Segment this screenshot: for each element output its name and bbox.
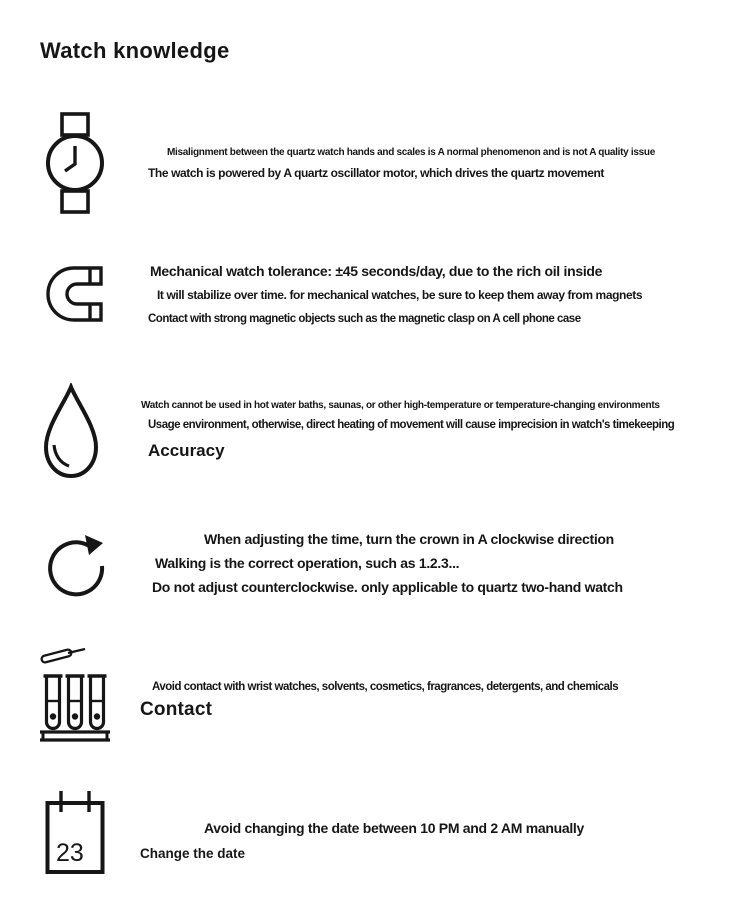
quartz-motor-note: The watch is powered by A quartz oscillator motor, which drives the quartz movement (148, 166, 605, 180)
magnet-stabilize-note: It will stabilize over time. for mechanical watches, be sure to keep them away from magnets (157, 288, 643, 302)
calendar-icon (44, 788, 106, 876)
contact-heading: Contact (140, 699, 213, 720)
magnet-contact-note: Contact with strong magnetic objects such as the magnetic clasp on A cell phone case (148, 313, 581, 325)
watch-icon (44, 112, 106, 214)
water-drop-icon (42, 383, 100, 480)
correct-operation-note: Walking is the correct operation, such as 1.2.3... (155, 555, 460, 571)
temperature-usage-note: Usage environment, otherwise, direct heating of movement will cause imprecision in watch's timekeeping (148, 419, 675, 431)
change-date-heading: Change the date (140, 846, 246, 861)
chemicals-avoid-note: Avoid contact with wrist watches, solvents, cosmetics, fragrances, detergents, and chemicals (152, 681, 619, 693)
crown-clockwise-note: When adjusting the time, turn the crown in A clockwise direction (204, 531, 614, 547)
chemicals-icon (38, 644, 112, 746)
accuracy-heading: Accuracy (148, 441, 225, 460)
quartz-misalignment-note: Misalignment between the quartz watch hands and scales is A normal phenomenon and is not A quality issue (167, 147, 655, 158)
page-title: Watch knowledge (40, 38, 230, 63)
temperature-warning-note: Watch cannot be used in hot water baths, saunas, or other high-temperature or temperature-changing environments (141, 400, 660, 411)
magnet-icon (44, 264, 104, 324)
magnet-tolerance-note: Mechanical watch tolerance: ±45 seconds/day, due to the rich oil inside (150, 263, 603, 279)
date-change-warning-note: Avoid changing the date between 10 PM and 2 AM manually (204, 820, 584, 836)
clockwise-arrow-icon (44, 524, 110, 602)
calendar-day-number: 23 (56, 839, 84, 867)
counterclockwise-warning-note: Do not adjust counterclockwise. only applicable to quartz two-hand watch (152, 579, 623, 595)
